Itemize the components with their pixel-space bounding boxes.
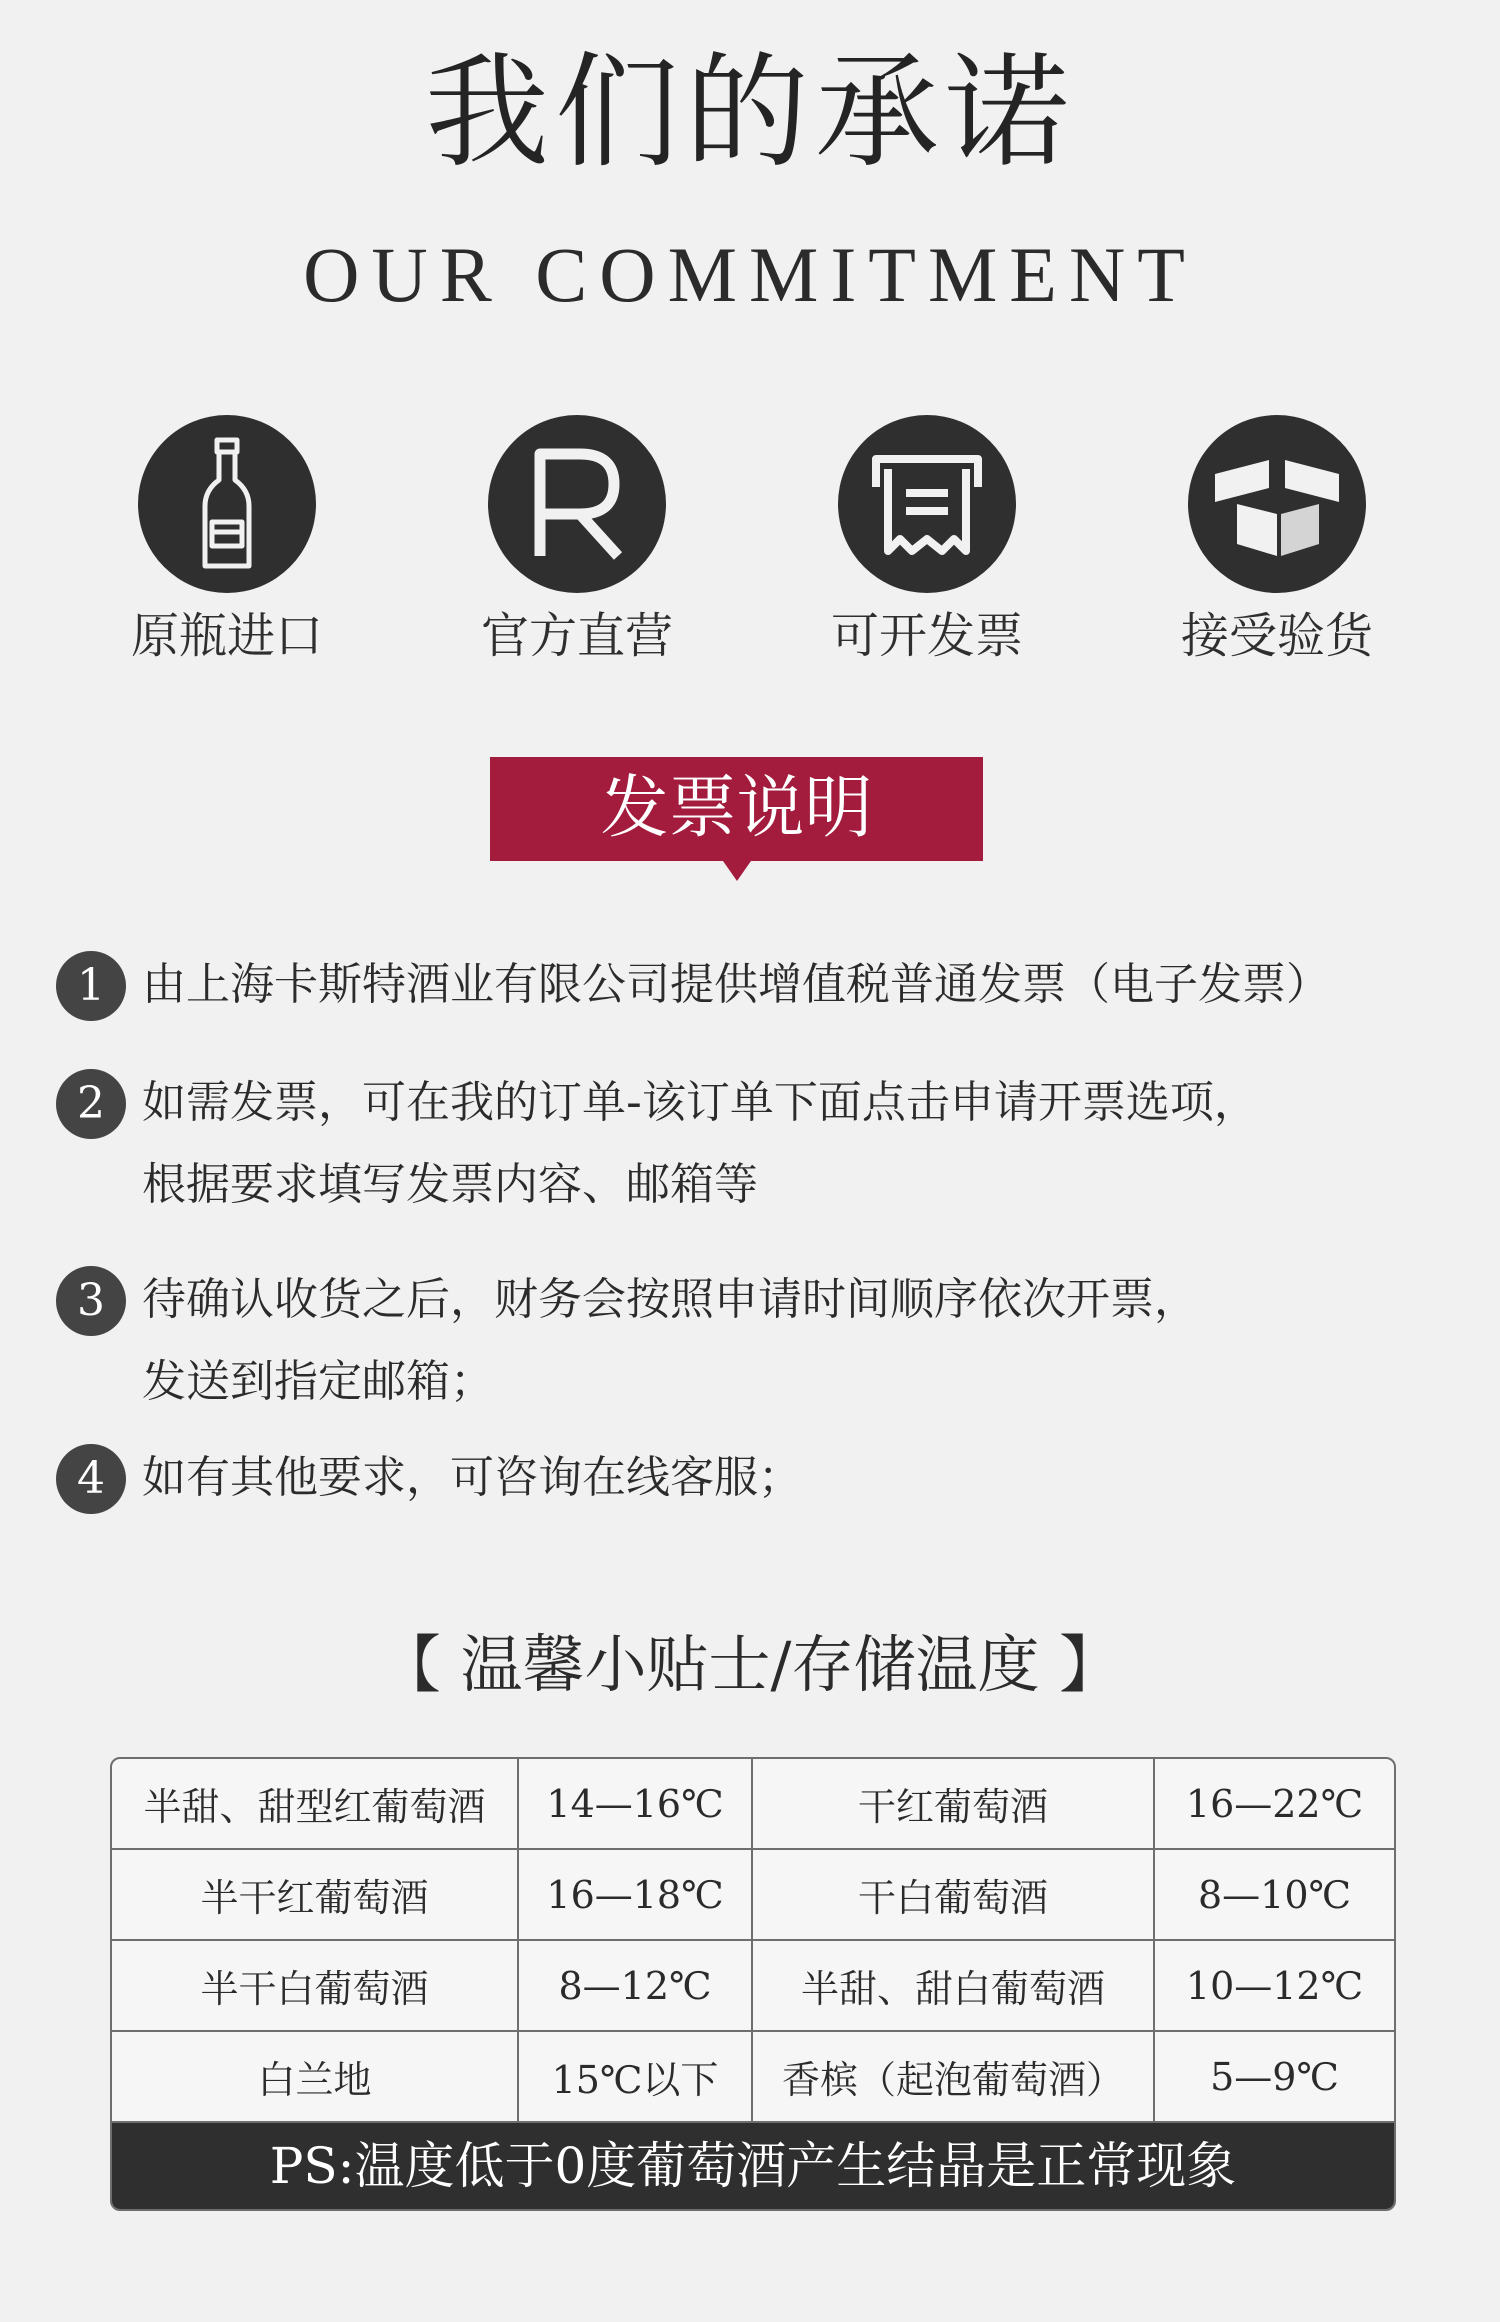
commitment-label: 可开发票 [830,608,1023,664]
temperature-cell: 8—10℃ [1154,1849,1394,1940]
commitment-label: 官方直营 [480,608,673,664]
registered-r-icon [488,415,666,593]
commitment-item-original-import [77,415,377,671]
note-line: 发送到指定邮箱； [142,1356,494,1407]
wine-type-cell: 干白葡萄酒 [752,1849,1154,1940]
page-title-cn: 我们的承诺 [424,41,1075,185]
commitment-item-official-direct [427,415,727,671]
temperature-cell: 14—16℃ [518,1759,752,1849]
note-line: 由上海卡斯特酒业有限公司提供增值税普通发票（电子发票） [142,959,1330,1010]
page-title-en: OUR COMMITMENT [303,231,1197,318]
commitment-label: 接受验货 [1180,608,1373,664]
note-line: 根据要求填写发票内容、邮箱等 [142,1159,758,1210]
wine-type-cell: 半甜、甜白葡萄酒 [752,1940,1154,2031]
storage-tips-title: 【 温馨小贴士/存储温度 】 [378,1628,1122,1701]
commitment-label: 原瓶进口 [130,608,323,664]
note-number-badge: 3 [56,1266,126,1336]
temperature-cell: 15℃以下 [518,2031,752,2122]
wine-type-cell: 白兰地 [112,2031,518,2122]
wine-type-cell: 半甜、甜型红葡萄酒 [112,1759,518,1849]
commitment-icons [0,415,1500,675]
table-row [112,2031,1394,2122]
note-number-badge: 2 [56,1069,126,1139]
commitment-item-invoice [777,415,1077,671]
temperature-cell: 5—9℃ [1154,2031,1394,2122]
banner-pointer [723,861,751,881]
note-line: 待确认收货之后，财务会按照申请时间顺序依次开票， [142,1274,1198,1325]
wine-type-cell: 半干白葡萄酒 [112,1940,518,2031]
note-line: 如需发票，可在我的订单-该订单下面点击申请开票选项， [142,1077,1258,1128]
table-row [112,1940,1394,2031]
temperature-cell: 16—22℃ [1154,1759,1394,1849]
receipt-icon [838,415,1016,593]
table-row [112,1759,1394,1849]
table-row [112,1849,1394,1940]
note-number-badge: 4 [56,1444,126,1514]
open-box-icon [1188,415,1366,593]
wine-bottle-icon [138,415,316,593]
temperature-cell: 16—18℃ [518,1849,752,1940]
storage-ps-note: PS:温度低于0度葡萄酒产生结晶是正常现象 [112,2123,1394,2209]
wine-type-cell: 干红葡萄酒 [752,1759,1154,1849]
note-line: 如有其他要求，可咨询在线客服； [142,1452,802,1503]
invoice-banner: 发票说明 [490,757,983,861]
wine-type-cell: 半干红葡萄酒 [112,1849,518,1940]
note-number-badge: 1 [56,951,126,1021]
temperature-cell: 8—12℃ [518,1940,752,2031]
storage-temperature-table [110,1757,1396,2211]
wine-type-cell: 香槟（起泡葡萄酒） [752,2031,1154,2122]
temperature-cell: 10—12℃ [1154,1940,1394,2031]
commitment-item-inspection [1127,415,1427,671]
